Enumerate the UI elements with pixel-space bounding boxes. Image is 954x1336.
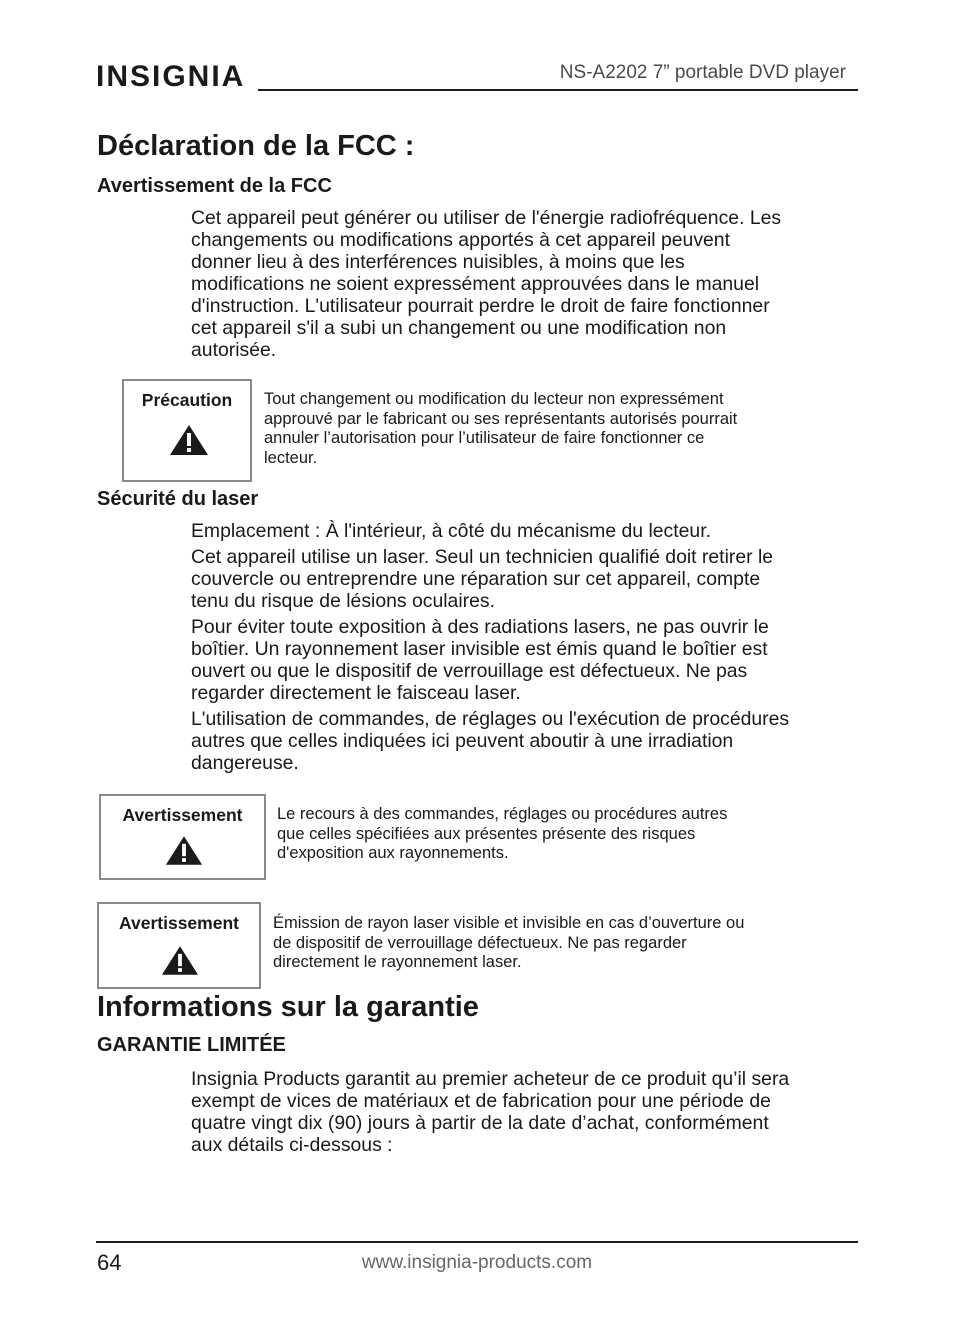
fcc-warning-text: Cet appareil peut générer ou utiliser de l'énergie radiofréquence. Les changements ou modifications apportés à cet appareil peuvent donner lieu à des interférences nuisibles, à moins que les modifications ne soient expressément approuvées dans le manuel d'instruction. L'utilisateur pourrait perdre le droit de faire fonctionner cet appareil s'il a subi un changement ou une modification non autorisée. (191, 207, 782, 361)
warning-text: Le recours à des commandes, réglages ou procédures autres que celles spécifiées aux présentes présente des risques d'exposition aux rayonnements. (277, 805, 728, 863)
insignia-logo (96, 60, 256, 98)
brand-wordmark: INSIGNIA (96, 60, 246, 93)
warning-triangle-icon (161, 945, 199, 976)
warning-label: Avertissement (119, 913, 239, 933)
caution-callout-box (122, 379, 252, 482)
warning-triangle-icon (165, 835, 203, 866)
laser-paragraph-2: Pour éviter toute exposition à des radiations lasers, ne pas ouvrir le boîtier. Un rayonnement laser invisible est émis quand le boîtier est ouvert ou que le dispositif de verrouillage est défectueux. Ne pas regarder directement le faisceau laser. (191, 616, 769, 704)
header-rule (258, 89, 858, 91)
caution-text: Tout changement ou modification du lecteur non expressément approuvé par le fabricant ou ses représentants autorisés pourrait annuler l’autorisation pour l’utilisateur de faire fonctionner ce lecteur. (264, 390, 738, 467)
laser-location: Emplacement : À l'intérieur, à côté du mécanisme du lecteur. (191, 520, 711, 542)
warning-callout-box (99, 794, 266, 880)
laser-paragraph-3: L'utilisation de commandes, de réglages ou l'exécution de procédures autres que celles indiquées ici peuvent aboutir à une irradiation dangereuse. (191, 708, 790, 774)
header-title: NS-A2202 7” portable DVD player (559, 62, 846, 83)
laser-heading: Sécurité du laser (97, 488, 259, 510)
fcc-heading: Déclaration de la FCC : (97, 130, 415, 162)
caution-label: Précaution (141, 390, 233, 410)
warranty-subheading: GARANTIE LIMITÉE (97, 1034, 286, 1056)
page-number: 64 (97, 1250, 122, 1275)
warranty-text: Insignia Products garantit au premier acheteur de ce produit qu’il sera exempt de vices de matériaux et de fabrication pour une période de quatre vingt dix (90) jours à partir de la date d’achat, conformément aux détails ci-dessous : (191, 1068, 790, 1156)
footer-url: www.insignia-products.com (361, 1252, 593, 1273)
fcc-warning-heading: Avertissement de la FCC (97, 175, 332, 197)
warranty-heading: Informations sur la garantie (97, 991, 479, 1023)
warning-callout-box (97, 902, 261, 989)
laser-paragraph-1: Cet appareil utilise un laser. Seul un technicien qualifié doit retirer le couvercle ou entreprendre une réparation sur cet appareil, compte tenu du risque de lésions oculaires. (191, 546, 774, 612)
warning-text: Émission de rayon laser visible et invisible en cas d’ouverture ou de dispositif de verrouillage défectueux. Ne pas regarder directement le rayonnement laser. (273, 914, 745, 972)
warning-label: Avertissement (122, 805, 243, 825)
warning-triangle-icon (169, 424, 209, 456)
footer-rule (96, 1241, 858, 1243)
